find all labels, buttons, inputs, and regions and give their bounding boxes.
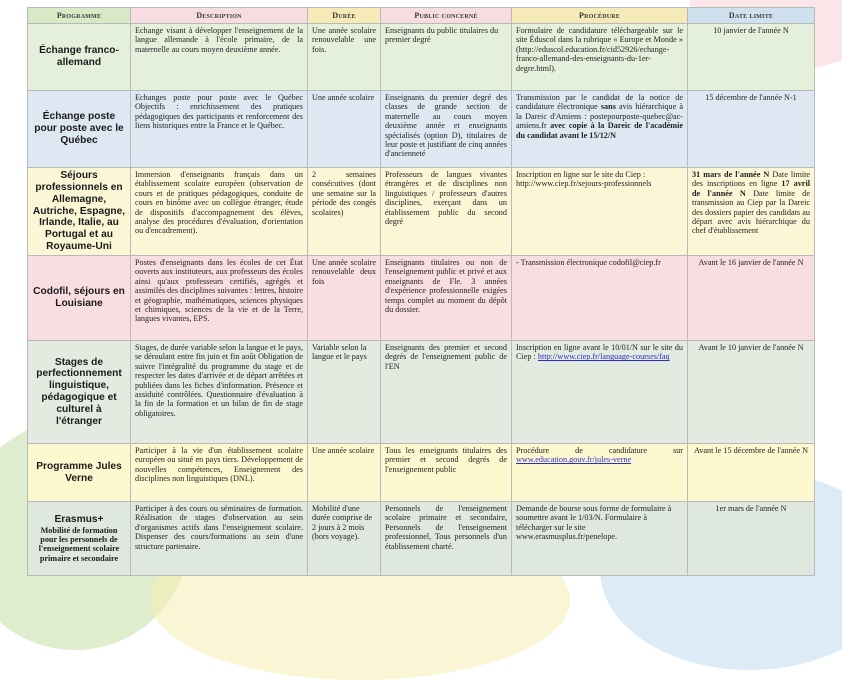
duree-cell: 2 semaines consécutives (dont une semaine sur la période des congés scolaires) bbox=[308, 168, 381, 256]
table-row bbox=[28, 256, 815, 341]
procedure-cell: - Transmission électronique codofil@ciep.fr bbox=[512, 256, 688, 341]
duree-cell: Une année scolaire renouvelable deux fois bbox=[308, 256, 381, 341]
table-row bbox=[28, 168, 815, 256]
duree-cell: Une année scolaire renouvelable une fois. bbox=[308, 24, 381, 91]
table-row bbox=[28, 502, 815, 576]
header-description: Description bbox=[131, 8, 308, 24]
table-row bbox=[28, 91, 815, 168]
description-cell: Participer à des cours ou séminaires de formation. Réalisation de stages d'observation au sein d'organismes actifs dans l'enseignement scolaire. Dispenser des cours/formations au sein d'une structure partenaire. bbox=[131, 502, 308, 576]
header-programme: Programme bbox=[28, 8, 131, 24]
date-cell: 10 janvier de l'année N bbox=[688, 24, 815, 91]
table-header-row bbox=[28, 8, 815, 24]
duree-cell: Une année scolaire bbox=[308, 91, 381, 168]
table-row bbox=[28, 341, 815, 444]
date-cell bbox=[688, 168, 815, 256]
duree-cell: Une année scolaire bbox=[308, 444, 381, 502]
description-cell: Stages, de durée variable selon la langue et le pays, se déroulant entre fin juin et fin août Obligation de suivre l'intégralité du programme du stage et de respecter les dates d'arrivée et de départ arrêtées et publiées dans les fiches d'information. Présence et assiduité contrôlées. Questionnaire d'évaluation à la fin de la formation et un bilan de fin de stage obligatoires. bbox=[131, 341, 308, 444]
programme-cell bbox=[28, 502, 131, 576]
ciep-language-courses-link[interactable]: http://www.ciep.fr/language-courses/faq bbox=[537, 352, 670, 362]
duree-cell: Variable selon la langue et le pays bbox=[308, 341, 381, 444]
procedure-cell: Inscription en ligne sur le site du Ciep : http://www.ciep.fr/sejours-professionnels bbox=[512, 168, 688, 256]
date-cell: Avant le 15 décembre de l'année N bbox=[688, 444, 815, 502]
description-cell: Immersion d'enseignants français dans un établissement scolaire européen (observation de cours et de pratiques pédagogiques, conduite de cours en binôme avec un collègue étranger, étude de dispositifs d'accompagnement des élèves, analyse des procédures d'évaluation, d'orientation ou d'encadrement). bbox=[131, 168, 308, 256]
procedure-deadline-note: avec copie à la Dareic de l'académie du candidat avant le 15/12/N bbox=[516, 121, 683, 140]
description-cell: Participer à la vie d'un établissement scolaire européen ou situé en pays tiers. Développement de nouvelles compétences, Enseignement des disciplines non linguistiques (DNL). bbox=[131, 444, 308, 502]
header-procedure: Procédure bbox=[512, 8, 688, 24]
procedure-cell: Formulaire de candidature téléchargeable sur le site Éduscol dans la rubrique « Europe et Monde » (http://eduscol.education.fr/cid52926/echange-franco-allemand-des-enseignants-du-1er-degre.html). bbox=[512, 24, 688, 91]
public-cell: Enseignants du public titulaires du premier degré bbox=[381, 24, 512, 91]
programmes-table bbox=[27, 7, 815, 576]
date-cell: Avant le 10 janvier de l'année N bbox=[688, 341, 815, 444]
programme-cell: Échange poste pour poste avec le Québec bbox=[28, 91, 131, 168]
date-cell: 1er mars de l'année N bbox=[688, 502, 815, 576]
header-date-limite: Date limite bbox=[688, 8, 815, 24]
description-cell: Echanges poste pour poste avec le Québec Objectifs : enrichissement des pratiques pédagogiques des participants et renforcement des liens historiques entre la France et le Québec. bbox=[131, 91, 308, 168]
programme-cell: Programme Jules Verne bbox=[28, 444, 131, 502]
procedure-text: Transmission par le candidat de la notice de candidature électronique bbox=[516, 93, 683, 112]
date-transmission-label: Date limite de transmission au Ciep par la Dareic des dossiers papier des candidats au départ avec avis hiérarchique du chef d'établissement bbox=[692, 188, 810, 236]
table-row bbox=[28, 444, 815, 502]
public-cell: Personnels de l'enseignement scolaire primaire et secondaire, Personnels de l'enseignement professionnel, Tous personnels d'un établissement charté. bbox=[381, 502, 512, 576]
procedure-text: Procédure de candidature sur bbox=[516, 446, 683, 455]
date-inscriptions-label: Date limite des inscriptions en ligne bbox=[692, 170, 810, 189]
procedure-cell bbox=[512, 91, 688, 168]
programme-cell: Séjours professionnels en Allemagne, Autriche, Espagne, Irlande, Italie, au Portugal et au Royaume-Uni bbox=[28, 168, 131, 256]
date-inscriptions: 31 mars de l'année N bbox=[692, 170, 770, 179]
procedure-text: Inscription en ligne avant le 10/01/N sur le site du Ciep : bbox=[516, 343, 683, 362]
date-transmission: 17 avril de l'année N bbox=[692, 179, 810, 198]
public-cell: Enseignants titulaires ou non de l'enseignement public et privé et aux enseignants de Fle. 3 années d'expérience professionnelle exigées temps complet au moment du dépôt du dossier. bbox=[381, 256, 512, 341]
description-cell: Echange visant à développer l'enseignement de la langue allemande à l'école primaire, de la maternelle au cours moyen deuxième année. bbox=[131, 24, 308, 91]
programme-title: Erasmus+ bbox=[54, 513, 104, 525]
duree-cell: Mobilité d'une durée comprise de 2 jours à 2 mois (hors voyage). bbox=[308, 502, 381, 576]
date-cell: Avant le 16 janvier de l'année N bbox=[688, 256, 815, 341]
procedure-cell: Demande de bourse sous forme de formulaire à soumettre avant le 1/03/N. Formulaire à télécharger sur le site www.erasmusplus.fr/penelope. bbox=[512, 502, 688, 576]
programme-cell: Échange franco-allemand bbox=[28, 24, 131, 91]
jules-verne-link[interactable]: www.education.gouv.fr/jules-verne bbox=[516, 455, 632, 465]
description-cell: Postes d'enseignants dans les écoles de cet État ouverts aux instituteurs, aux professeurs des écoles ainsi qu'aux professeurs certifiés, agrégés et assimilés des disciplines suivantes : lettres, histoire et géographie, mathématiques, sciences physiques et chimiques, sciences de la vie et de la Terre, langues vivantes, EPS. bbox=[131, 256, 308, 341]
public-cell: Professeurs de langues vivantes étrangères et de disciplines non linguistiques / professeurs d'autres disciplines, exerçant dans un établissement public du second degré bbox=[381, 168, 512, 256]
public-cell: Enseignants des premier et second degrés de l'enseignement public de l'EN bbox=[381, 341, 512, 444]
procedure-emphasis: sans bbox=[600, 102, 616, 112]
programme-subtitle: Mobilité de formation pour les personnels de l'enseignement scolaire primaire et secondaire bbox=[38, 525, 120, 563]
public-cell: Tous les enseignants titulaires des premier et second degrés de l'enseignement public bbox=[381, 444, 512, 502]
procedure-email: avis hiérarchique à la Dareic d'Amiens : postepourposte-quebec@ac-amiens.fr bbox=[516, 102, 683, 131]
programme-cell: Stages de perfectionnement linguistique, pédagogique et culturel à l'étranger bbox=[28, 341, 131, 444]
procedure-cell bbox=[512, 341, 688, 444]
table-row bbox=[28, 24, 815, 91]
header-public: Public concerné bbox=[381, 8, 512, 24]
public-cell: Enseignants du premier degré des classes de grande section de maternelle au cours moyen deuxième année et enseignants spécialisés (option D), titulaires de leur poste et justifiant de cinq années d'ancienneté bbox=[381, 91, 512, 168]
programme-cell: Codofil, séjours en Louisiane bbox=[28, 256, 131, 341]
procedure-cell bbox=[512, 444, 688, 502]
header-duree: Durée bbox=[308, 8, 381, 24]
date-cell: 15 décembre de l'année N-1 bbox=[688, 91, 815, 168]
